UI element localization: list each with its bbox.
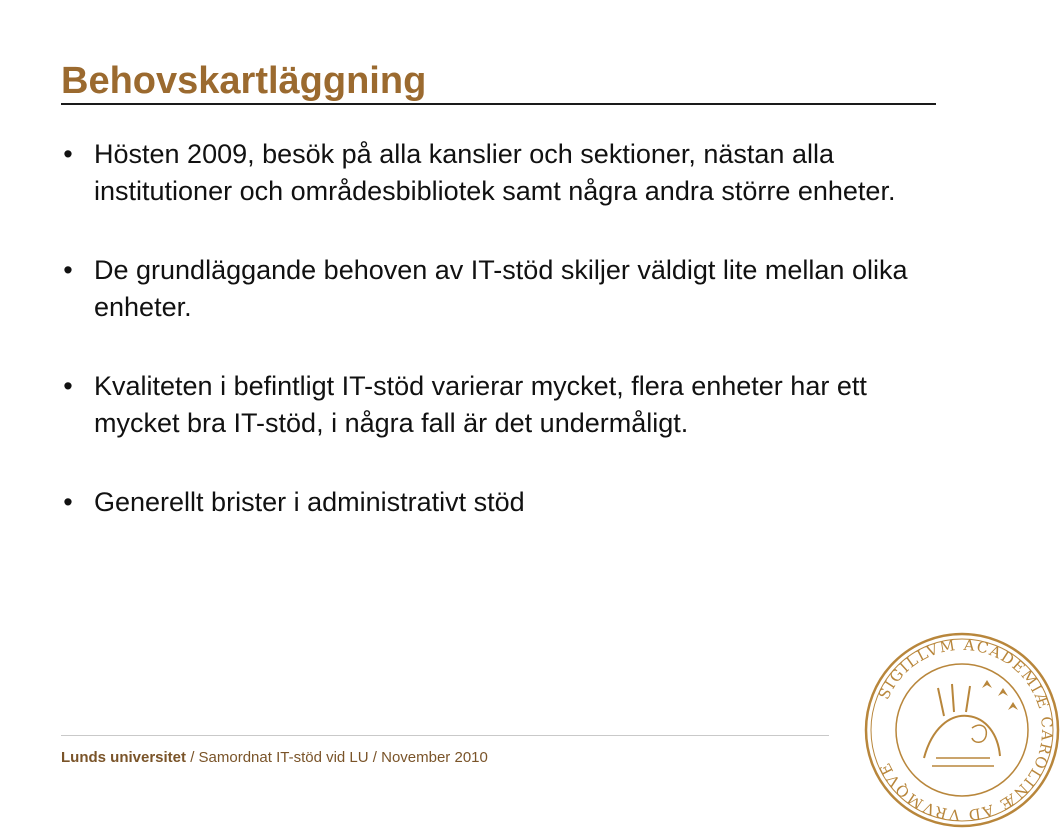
bullet-marker: • xyxy=(63,371,73,401)
bullet-item xyxy=(58,484,928,521)
bullet-marker: • xyxy=(63,487,73,517)
bullet-text: De grundläggande behoven av IT-stöd skiljer väldigt lite mellan olika enheter. xyxy=(94,255,908,322)
bullet-list xyxy=(58,136,928,521)
bullet-item xyxy=(58,136,928,210)
footer-organization: Lunds universitet xyxy=(61,749,187,766)
bullet-item xyxy=(58,368,928,442)
bullet-text: Kvaliteten i befintligt IT-stöd varierar mycket, flera enheter har ett mycket bra IT-stöd, i några fall är det undermåligt. xyxy=(94,371,867,438)
footer-details: / Samordnat IT-stöd vid LU / November 2010 xyxy=(186,749,488,766)
bullet-marker: • xyxy=(63,139,73,169)
footer-divider xyxy=(61,735,829,736)
seal-inscription: SIGILLVM ACADEMIÆ CAROLINÆ AD VRVMQVE xyxy=(874,635,1057,825)
title-divider xyxy=(61,103,936,105)
slide-title: Behovskartläggning xyxy=(61,60,427,102)
bullet-item xyxy=(58,252,928,326)
bullet-text: Generellt brister i administrativt stöd xyxy=(94,487,525,517)
bullet-marker: • xyxy=(63,255,73,285)
footer xyxy=(61,748,488,768)
bullet-text: Hösten 2009, besök på alla kanslier och sektioner, nästan alla institutioner och områdesbibliotek samt några andra större enheter. xyxy=(94,139,896,206)
university-seal-icon xyxy=(862,630,1062,830)
